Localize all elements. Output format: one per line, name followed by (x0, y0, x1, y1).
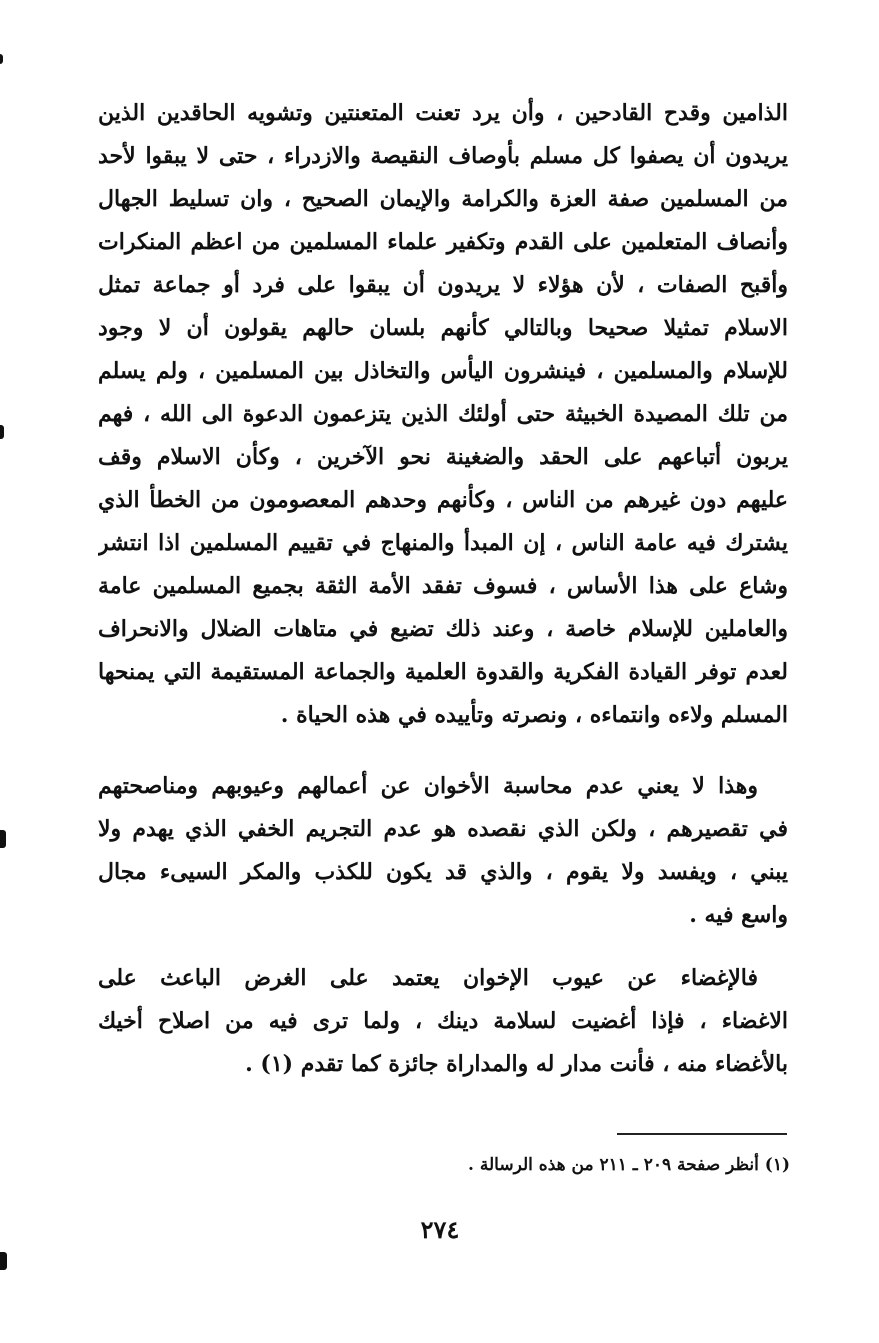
text-line: المسلم ولاءه وانتماءه ، ونصرته وتأييده في هذه الحياة . (280, 702, 788, 728)
text-line: للإسلام والمسلمين ، فينشرون اليأس والتخاذل بين المسلمين ، ولم يسلم (98, 358, 788, 384)
text-line: الاسلام تمثيلا صحيحا وبالتالي كأنهم بلسان حالهم يقولون أن لا وجود (98, 315, 788, 341)
scan-margin-mark (0, 1252, 7, 1270)
scan-margin-mark (0, 425, 4, 439)
footnote: (١) أنظر صفحة ٢٠٩ ـ ٢١١ من هذه الرسالة . (468, 1155, 790, 1175)
text-line: وأقبح الصفات ، لأن هؤلاء لا يريدون أن يبقوا على فرد أو جماعة تمثل (98, 272, 788, 298)
text-line: في تقصيرهم ، ولكن الذي نقصده هو عدم التجريم الخفي الذي يهدم ولا (98, 816, 788, 842)
text-line: والعاملين للإسلام خاصة ، وعند ذلك تضيع في متاهات الضلال والانحراف (98, 616, 788, 642)
text-line: من تلك المصيدة الخبيثة حتى أولئك الذين يتزعمون الدعوة الى الله ، فهم (98, 401, 788, 427)
scan-margin-mark (0, 830, 6, 848)
text-line: واسع فيه . (689, 902, 788, 928)
body-paragraph-1 (98, 92, 788, 737)
text-line: لعدم توفر القيادة الفكرية والقدوة العلمية والجماعة المستقيمة التي يمنحها (98, 659, 788, 685)
page-number: ٢٧٤ (420, 1215, 460, 1244)
text-line: وشاع على هذا الأساس ، فسوف تفقد الأمة الثقة بجميع المسلمين عامة (98, 573, 788, 599)
text-line: فالإغضاء عن عيوب الإخوان يعتمد على الغرض الباعث على (98, 965, 758, 991)
text-line: يشترك فيه عامة الناس ، إن المبدأ والمنهاج في تقييم المسلمين اذا انتشر (98, 530, 788, 556)
footnote-separator (617, 1133, 787, 1135)
body-paragraph-3 (98, 957, 788, 1086)
text-line: وأنصاف المتعلمين على القدم وتكفير علماء المسلمين من اعظم المنكرات (98, 229, 788, 255)
text-line: يبني ، ويفسد ولا يقوم ، والذي قد يكون للكذب والمكر السيىء مجال (98, 859, 788, 885)
text-line: يربون أتباعهم على الحقد والضغينة نحو الآخرين ، وكأن الاسلام وقف (98, 444, 788, 470)
text-line: عليهم دون غيرهم من الناس ، وكأنهم وحدهم المعصومون من الخطأ الذي (98, 487, 788, 513)
text-line: الذامين وقدح القادحين ، وأن يرد تعنت المتعنتين وتشويه الحاقدين الذين (98, 100, 788, 126)
text-line: بالأغضاء منه ، فأنت مدار له والمداراة جائزة كما تقدم (١) . (245, 1051, 788, 1077)
text-line: من المسلمين صفة العزة والكرامة والإيمان الصحيح ، وان تسليط الجهال (98, 186, 788, 212)
text-line: يريدون أن يصفوا كل مسلم بأوصاف النقيصة والازدراء ، حتى لا يبقوا لأحد (98, 143, 788, 169)
text-line: وهذا لا يعني عدم محاسبة الأخوان عن أعمالهم وعيوبهم ومناصحتهم (98, 773, 758, 799)
body-paragraph-2 (98, 765, 788, 937)
scan-margin-mark (0, 54, 3, 64)
text-line: الاغضاء ، فإذا أغضيت لسلامة دينك ، ولما ترى فيه من اصلاح أخيك (98, 1008, 788, 1034)
